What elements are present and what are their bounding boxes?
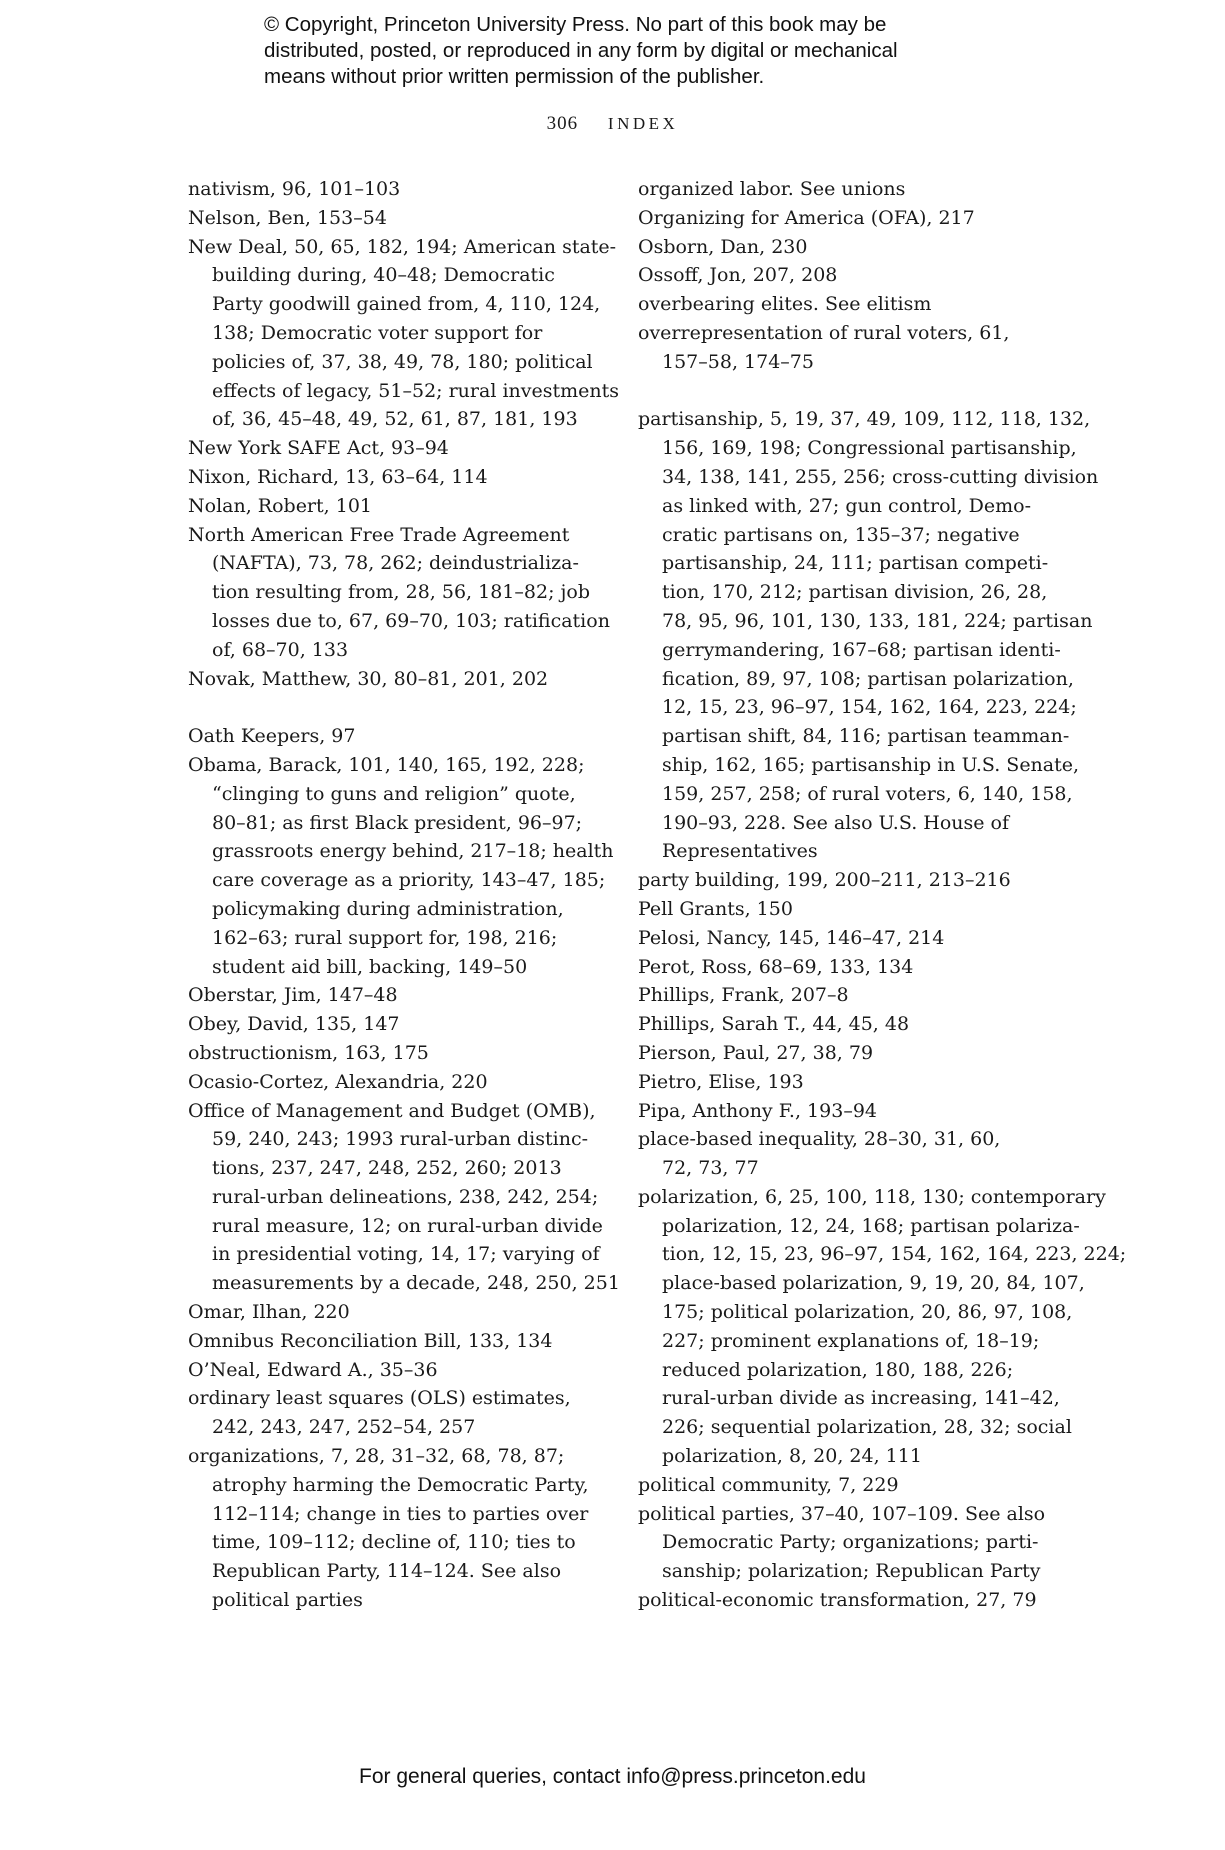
- section-label: INDEX: [607, 114, 679, 133]
- index-entry-line: Pietro, Elise, 193: [638, 1070, 804, 1093]
- footer-contact: For general queries, contact info@press.princeton.edu: [359, 1765, 866, 1788]
- index-entry-line: reduced polarization, 180, 188, 226;: [662, 1358, 1014, 1381]
- index-column-left: [188, 175, 620, 1615]
- index-entry: [638, 1500, 1058, 1586]
- index-entry-line: fication, 89, 97, 108; partisan polarization,: [662, 667, 1074, 690]
- index-entry-line: O’Neal, Edward A., 35–36: [188, 1358, 438, 1381]
- page-number: 306: [546, 113, 579, 134]
- index-entry-line: Phillips, Frank, 207–8: [638, 984, 849, 1007]
- index-entry-line: New York SAFE Act, 93–94: [188, 437, 449, 460]
- index-entry: [188, 463, 608, 492]
- index-entry-line: overbearing elites. See elitism: [638, 293, 932, 316]
- index-entry-line: Osborn, Dan, 230: [638, 235, 808, 258]
- index-entry-line: Ossoff, Jon, 207, 208: [638, 264, 838, 287]
- index-entry-line: 12, 15, 23, 96–97, 154, 162, 164, 223, 224;: [662, 696, 1077, 719]
- index-entry-line: 226; sequential polarization, 28, 32; social: [662, 1416, 1072, 1439]
- index-entry-line: Oath Keepers, 97: [188, 725, 356, 748]
- index-column-right: [638, 175, 1127, 1615]
- index-entry-line: partisanship, 5, 19, 37, 49, 109, 112, 118, 132,: [638, 408, 1091, 431]
- index-entry: [638, 233, 1058, 262]
- index-entry: [638, 405, 1099, 866]
- index-entry-line: student aid bill, backing, 149–50: [212, 955, 528, 978]
- index-entry-line: Pipa, Anthony F., 193–94: [638, 1099, 877, 1122]
- index-entry-line: 138; Democratic voter support for: [212, 321, 543, 344]
- index-entry: [188, 204, 608, 233]
- index-entry-line: 175; political polarization, 20, 86, 97, 108,: [662, 1301, 1073, 1324]
- index-entry-line: Office of Management and Budget (OMB),: [188, 1099, 596, 1122]
- index-entry-line: care coverage as a priority, 143–47, 185;: [212, 869, 606, 892]
- index-entry-line: 242, 243, 247, 252–54, 257: [212, 1416, 476, 1439]
- index-entry-line: party building, 199, 200–211, 213–216: [638, 869, 1011, 892]
- index-entry: [188, 1068, 608, 1097]
- index-entry: [188, 751, 614, 981]
- index-entry: [188, 1442, 608, 1615]
- index-entry-line: measurements by a decade, 248, 250, 251: [212, 1272, 620, 1295]
- index-entry-line: cratic partisans on, 135–37; negative: [662, 523, 1020, 546]
- index-entry: [638, 1125, 1058, 1183]
- index-entry: [638, 1010, 1058, 1039]
- index-entry: [188, 1298, 608, 1327]
- index-entry-line: North American Free Trade Agreement: [188, 523, 570, 546]
- index-entry: [188, 175, 608, 204]
- index-entry-line: Nixon, Richard, 13, 63–64, 114: [188, 465, 488, 488]
- index-entry-line: Republican Party, 114–124. See also: [212, 1560, 562, 1583]
- index-entry-line: political-economic transformation, 27, 79: [638, 1589, 1037, 1612]
- copyright-line: © Copyright, Princeton University Press. No part of this book may be: [264, 13, 887, 36]
- index-entry-line: Novak, Matthew, 30, 80–81, 201, 202: [188, 667, 549, 690]
- copyright-line: distributed, posted, or reproduced in any form by digital or mechanical: [264, 39, 898, 62]
- index-entry-line: ship, 162, 165; partisanship in U.S. Senate,: [662, 753, 1080, 776]
- index-entry: [188, 1010, 608, 1039]
- index-entry: [638, 924, 1058, 953]
- index-entry: [188, 1327, 608, 1356]
- index-entry-line: political parties, 37–40, 107–109. See also: [638, 1502, 1046, 1525]
- index-entry: [638, 1586, 1058, 1615]
- index-entry-line: polarization, 12, 24, 168; partisan polariza-: [662, 1214, 1080, 1237]
- index-entry: [638, 895, 1058, 924]
- letter-section-gap: [188, 693, 608, 722]
- index-entry-line: tion, 12, 15, 23, 96–97, 154, 162, 164, 223, 224;: [662, 1243, 1127, 1266]
- index-entry-line: Pell Grants, 150: [638, 897, 793, 920]
- index-entry-line: 162–63; rural support for, 198, 216;: [212, 926, 558, 949]
- index-entry: [188, 434, 608, 463]
- index-entry-line: political parties: [212, 1589, 363, 1612]
- index-entry: [188, 1384, 608, 1442]
- index-entry: [638, 1183, 1127, 1471]
- index-entry-line: Perot, Ross, 68–69, 133, 134: [638, 955, 914, 978]
- index-entry-line: Party goodwill gained from, 4, 110, 124,: [212, 293, 601, 316]
- index-entry: [638, 1471, 1058, 1500]
- index-entry: [638, 319, 1058, 377]
- index-entry-line: 112–114; change in ties to parties over: [212, 1502, 589, 1525]
- index-entry-line: tion, 170, 212; partisan division, 26, 28,: [662, 581, 1048, 604]
- index-entry-line: polarization, 8, 20, 24, 111: [662, 1445, 922, 1468]
- index-entry-line: polarization, 6, 25, 100, 118, 130; contemporary: [638, 1185, 1106, 1208]
- index-entry-line: Pelosi, Nancy, 145, 146–47, 214: [638, 926, 945, 949]
- index-entry-line: 156, 169, 198; Congressional partisanship,: [662, 437, 1077, 460]
- index-entry-line: rural-urban delineations, 238, 242, 254;: [212, 1185, 599, 1208]
- index-entry: [188, 1356, 608, 1385]
- index-entry-line: Democratic Party; organizations; parti-: [662, 1531, 1039, 1554]
- index-entry-line: Ocasio-Cortez, Alexandria, 220: [188, 1070, 488, 1093]
- index-entry-line: of, 36, 45–48, 49, 52, 61, 87, 181, 193: [212, 408, 578, 431]
- index-entry-line: Nelson, Ben, 153–54: [188, 206, 387, 229]
- index-entry-line: losses due to, 67, 69–70, 103; ratification: [212, 609, 610, 632]
- index-entry-line: Obey, David, 135, 147: [188, 1013, 400, 1036]
- index-entry-line: of, 68–70, 133: [212, 638, 349, 661]
- index-entry: [638, 866, 1058, 895]
- index-entry-line: Organizing for America (OFA), 217: [638, 206, 975, 229]
- index-entry-line: Obama, Barack, 101, 140, 165, 192, 228;: [188, 753, 585, 776]
- index-entry-line: 78, 95, 96, 101, 130, 133, 181, 224; partisan: [662, 609, 1093, 632]
- index-entry-line: organizations, 7, 28, 31–32, 68, 78, 87;: [188, 1445, 565, 1468]
- copyright-line: means without prior written permission of the publisher.: [264, 65, 765, 88]
- index-entry: [638, 204, 1058, 233]
- index-entry-line: place-based polarization, 9, 19, 20, 84, 107,: [662, 1272, 1085, 1295]
- index-entry: [188, 521, 608, 665]
- index-entry-line: rural measure, 12; on rural-urban divide: [212, 1214, 603, 1237]
- index-entry-line: overrepresentation of rural voters, 61,: [638, 321, 1010, 344]
- index-entry-line: as linked with, 27; gun control, Demo-: [662, 494, 1032, 517]
- index-entry-line: time, 109–112; decline of, 110; ties to: [212, 1531, 576, 1554]
- index-entry-line: sanship; polarization; Republican Party: [662, 1560, 1041, 1583]
- index-entry: [188, 233, 620, 435]
- index-entry-line: obstructionism, 163, 175: [188, 1041, 429, 1064]
- index-entry: [188, 1039, 608, 1068]
- index-entry: [638, 1068, 1058, 1097]
- index-entry-line: partisanship, 24, 111; partisan competi-: [662, 552, 1049, 575]
- letter-section-gap: [638, 377, 1058, 406]
- index-entry-line: policies of, 37, 38, 49, 78, 180; political: [212, 350, 593, 373]
- index-entry-line: 159, 257, 258; of rural voters, 6, 140, 158,: [662, 782, 1073, 805]
- index-entry-line: gerrymandering, 167–68; partisan identi-: [662, 638, 1061, 661]
- index-entry: [188, 981, 608, 1010]
- index-entry: [188, 492, 608, 521]
- index-entry-line: tion resulting from, 28, 56, 181–82; job: [212, 581, 591, 604]
- index-entry-line: Pierson, Paul, 27, 38, 79: [638, 1041, 874, 1064]
- index-entry-line: “clinging to guns and religion” quote,: [212, 782, 576, 805]
- copyright-notice: [264, 12, 964, 90]
- index-entry: [638, 1039, 1058, 1068]
- index-entry-line: tions, 237, 247, 248, 252, 260; 2013: [212, 1157, 562, 1180]
- index-entry-line: atrophy harming the Democratic Party,: [212, 1473, 589, 1496]
- index-entry: [188, 665, 608, 694]
- index-entry-line: 34, 138, 141, 255, 256; cross-cutting division: [662, 465, 1099, 488]
- index-entry-line: ordinary least squares (OLS) estimates,: [188, 1387, 571, 1410]
- index-entry-line: nativism, 96, 101–103: [188, 178, 401, 200]
- index-entry-line: Representatives: [662, 840, 818, 863]
- index-entry-line: building during, 40–48; Democratic: [212, 264, 555, 287]
- index-entry-line: effects of legacy, 51–52; rural investments: [212, 379, 620, 402]
- index-entry-line: 190–93, 228. See also U.S. House of: [662, 811, 1010, 834]
- index-entry-line: (NAFTA), 73, 78, 262; deindustrializa-: [212, 552, 579, 575]
- index-entry-line: Omar, Ilhan, 220: [188, 1301, 350, 1324]
- index-entry: [638, 261, 1058, 290]
- index-entry-line: 72, 73, 77: [662, 1157, 759, 1180]
- index-entry-line: grassroots energy behind, 217–18; health: [212, 840, 614, 863]
- index-entry-line: 59, 240, 243; 1993 rural-urban distinc-: [212, 1128, 589, 1151]
- index-entry-line: 157–58, 174–75: [662, 350, 814, 373]
- index-entry: [188, 722, 608, 751]
- index-entry-line: place-based inequality, 28–30, 31, 60,: [638, 1128, 1001, 1151]
- index-entry: [638, 290, 1058, 319]
- index-entry: [638, 1097, 1058, 1126]
- index-entry-line: rural-urban divide as increasing, 141–42,: [662, 1387, 1060, 1410]
- index-entry-line: Oberstar, Jim, 147–48: [188, 984, 398, 1007]
- running-head: [0, 113, 1225, 135]
- index-entry-line: in presidential voting, 14, 17; varying of: [212, 1243, 600, 1266]
- index-entry-line: partisan shift, 84, 116; partisan teamman-: [662, 725, 1070, 748]
- index-entry-line: Nolan, Robert, 101: [188, 494, 372, 517]
- index-entry-line: Omnibus Reconciliation Bill, 133, 134: [188, 1329, 553, 1352]
- index-entry-line: Phillips, Sarah T., 44, 45, 48: [638, 1013, 910, 1036]
- index-entry-line: organized labor. See unions: [638, 178, 906, 200]
- index-entry-line: 80–81; as first Black president, 96–97;: [212, 811, 583, 834]
- index-entry-line: policymaking during administration,: [212, 897, 564, 920]
- index-entry-line: political community, 7, 229: [638, 1473, 899, 1496]
- index-entry: [188, 1097, 620, 1299]
- index-entry: [638, 175, 1058, 204]
- index-entry: [638, 981, 1058, 1010]
- index-entry: [638, 953, 1058, 982]
- index-entry-line: New Deal, 50, 65, 182, 194; American state-: [188, 235, 617, 258]
- index-entry-line: 227; prominent explanations of, 18–19;: [662, 1329, 1040, 1352]
